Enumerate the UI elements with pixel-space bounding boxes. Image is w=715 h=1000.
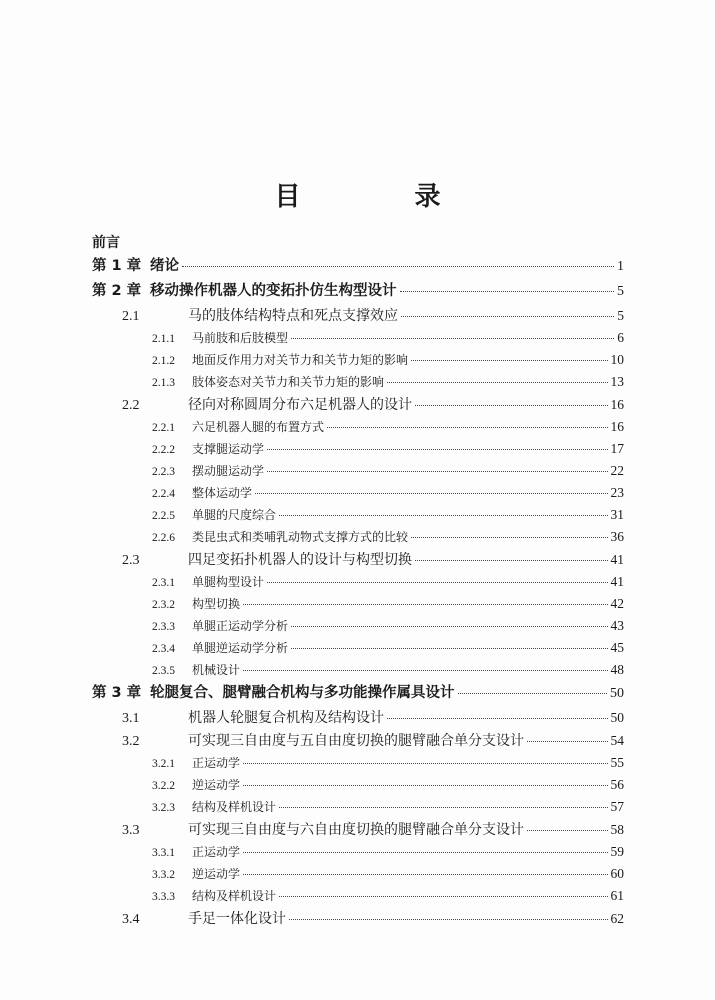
toc-entry-number: 3.2.2 (152, 780, 175, 792)
toc-dot-leader (401, 316, 614, 317)
toc-page-number: 36 (610, 529, 624, 544)
toc-entry-number: 2.2 (122, 398, 140, 413)
toc-dot-leader (289, 919, 608, 920)
toc-entry-number: 3.3 (122, 823, 140, 838)
toc-page-number: 45 (610, 640, 624, 655)
toc-entry-title: 支撑腿运动学 (192, 442, 265, 456)
toc-entry-title: 单腿的尺度综合 (192, 508, 277, 522)
toc-entry-title: 六足机器人腿的布置方式 (192, 420, 325, 434)
toc-page-number: 42 (610, 596, 624, 611)
toc-page-number: 16 (610, 419, 624, 434)
toc-entry-title: 机器人轮腿复合机构及结构设计 (188, 710, 384, 726)
toc-chapter-entry[interactable] (92, 681, 624, 706)
toc-entry-number: 3.3.2 (152, 869, 175, 881)
toc-dot-leader (243, 604, 607, 605)
toc-entry-number: 3.3.1 (152, 847, 175, 859)
toc-entry-number: 3.4 (122, 912, 140, 927)
toc-list (92, 254, 624, 930)
toc-page-number: 59 (610, 844, 624, 859)
toc-section-entry[interactable] (92, 729, 624, 752)
toc-dot-leader (279, 515, 607, 516)
toc-section-entry[interactable] (92, 304, 624, 327)
toc-entry-title: 正运动学 (192, 756, 241, 770)
toc-entry-number: 第 1 章 (92, 258, 142, 274)
toc-page-number: 41 (610, 574, 624, 589)
toc-subsection-entry[interactable] (92, 796, 624, 818)
toc-page-number: 58 (610, 822, 624, 837)
toc-dot-leader (243, 852, 607, 853)
toc-subsection-entry[interactable] (92, 774, 624, 796)
toc-entry-title: 构型切换 (192, 597, 241, 611)
toc-page-number: 5 (617, 284, 624, 299)
toc-entry-title: 径向对称圆周分布六足机器人的设计 (188, 397, 412, 413)
toc-dot-leader (387, 718, 608, 719)
toc-page-number: 13 (610, 374, 624, 389)
toc-section-entry[interactable] (92, 907, 624, 930)
toc-entry-number: 2.2.1 (152, 422, 175, 434)
toc-entry-number: 2.3.5 (152, 665, 175, 677)
toc-entry-title: 手足一体化设计 (188, 911, 286, 927)
toc-entry-number: 3.2 (122, 734, 140, 749)
toc-subsection-entry[interactable] (92, 438, 624, 460)
toc-entry-number: 第 2 章 (92, 283, 142, 299)
toc-page-number: 10 (610, 352, 624, 367)
toc-subsection-entry[interactable] (92, 885, 624, 907)
toc-page-number: 22 (610, 463, 624, 478)
toc-page-number: 54 (610, 733, 624, 748)
toc-dot-leader (291, 648, 607, 649)
toc-entry-title: 逆运动学 (192, 867, 241, 881)
toc-entry-title: 可实现三自由度与五自由度切换的腿臂融合单分支设计 (188, 733, 524, 749)
toc-entry-title: 正运动学 (192, 845, 241, 859)
toc-dot-leader (267, 449, 607, 450)
toc-entry-number: 2.1.1 (152, 333, 175, 345)
toc-dot-leader (415, 405, 608, 406)
toc-page-number: 41 (610, 552, 624, 567)
toc-page-number: 50 (610, 686, 624, 701)
toc-entry-title: 移动操作机器人的变拓扑仿生构型设计 (150, 283, 397, 299)
toc-dot-leader (291, 338, 614, 339)
toc-page-number: 48 (610, 662, 624, 677)
toc-entry-number: 2.3.1 (152, 577, 175, 589)
toc-page-number: 16 (610, 397, 624, 412)
toc-dot-leader (411, 537, 607, 538)
toc-subsection-entry[interactable] (92, 504, 624, 526)
toc-dot-leader (527, 741, 608, 742)
toc-entry-title: 单腿构型设计 (192, 575, 265, 589)
toc-dot-leader (415, 560, 608, 561)
toc-dot-leader (291, 626, 607, 627)
toc-dot-leader (279, 807, 607, 808)
toc-entry-title: 马的肢体结构特点和死点支撑效应 (188, 308, 398, 324)
toc-subsection-entry[interactable] (92, 752, 624, 774)
toc-entry-title: 机械设计 (192, 663, 241, 677)
toc-entry-title: 单腿正运动学分析 (192, 619, 289, 633)
toc-page-number: 23 (610, 485, 624, 500)
toc-entry-title: 四足变拓扑机器人的设计与构型切换 (188, 552, 412, 568)
toc-dot-leader (327, 427, 607, 428)
toc-subsection-entry[interactable] (92, 841, 624, 863)
toc-entry-number: 2.1 (122, 309, 140, 324)
toc-entry-title: 地面反作用力对关节力和关节力矩的影响 (192, 353, 409, 367)
toc-entry-title: 单腿逆运动学分析 (192, 641, 289, 655)
toc-page-number: 1 (617, 259, 624, 274)
page-title: 目 录 (274, 182, 485, 212)
toc-subsection-entry[interactable] (92, 593, 624, 615)
toc-entry-number: 2.2.2 (152, 444, 175, 456)
toc-entry-title: 可实现三自由度与六自由度切换的腿臂融合单分支设计 (188, 822, 524, 838)
toc-entry-number: 2.3 (122, 553, 140, 568)
toc-page-number: 31 (610, 507, 624, 522)
toc-entry-title: 摆动腿运动学 (192, 464, 265, 478)
toc-page-number: 60 (610, 866, 624, 881)
toc-subsection-entry[interactable] (92, 615, 624, 637)
toc-entry-number: 3.2.3 (152, 802, 175, 814)
toc-section-entry[interactable] (92, 706, 624, 729)
toc-entry-title: 结构及样机设计 (192, 889, 277, 903)
toc-page-number: 43 (610, 618, 624, 633)
toc-section-entry[interactable] (92, 393, 624, 416)
toc-page-number: 62 (610, 911, 624, 926)
toc-entry-title: 类昆虫式和类哺乳动物式支撑方式的比较 (192, 530, 409, 544)
toc-entry-number: 3.2.1 (152, 758, 175, 770)
toc-subsection-entry[interactable] (92, 526, 624, 548)
toc-dot-leader (267, 582, 607, 583)
toc-entry-number: 2.2.5 (152, 510, 175, 522)
toc-preface: 前言 (92, 235, 120, 251)
toc-page-number: 57 (610, 799, 624, 814)
toc-dot-leader (527, 830, 608, 831)
toc-entry-title: 马前肢和后肢模型 (192, 331, 289, 345)
toc-dot-leader (243, 670, 607, 671)
toc-entry-number: 2.2.6 (152, 532, 175, 544)
toc-section-entry[interactable] (92, 548, 624, 571)
toc-subsection-entry[interactable] (92, 637, 624, 659)
toc-subsection-entry[interactable] (92, 327, 624, 349)
toc-dot-leader (387, 382, 607, 383)
toc-page-number: 50 (610, 710, 624, 725)
toc-dot-leader (458, 693, 608, 694)
toc-dot-leader (411, 360, 607, 361)
toc-chapter-entry[interactable] (92, 279, 624, 304)
toc-entry-title: 整体运动学 (192, 486, 253, 500)
toc-chapter-entry[interactable] (92, 254, 624, 279)
toc-dot-leader (400, 291, 615, 292)
toc-subsection-entry[interactable] (92, 349, 624, 371)
toc-dot-leader (255, 493, 607, 494)
toc-section-entry[interactable] (92, 818, 624, 841)
toc-page-number: 61 (610, 888, 624, 903)
toc-entry-number: 2.2.4 (152, 488, 175, 500)
toc-subsection-entry[interactable] (92, 571, 624, 593)
toc-entry-number: 2.1.2 (152, 355, 175, 367)
toc-entry-title: 结构及样机设计 (192, 800, 277, 814)
toc-entry-number: 第 3 章 (92, 685, 142, 701)
toc-page-number: 56 (610, 777, 624, 792)
toc-subsection-entry[interactable] (92, 460, 624, 482)
toc-dot-leader (243, 785, 607, 786)
toc-page-number: 55 (610, 755, 624, 770)
toc-dot-leader (243, 763, 607, 764)
toc-entry-number: 3.1 (122, 711, 140, 726)
toc-subsection-entry[interactable] (92, 863, 624, 885)
toc-entry-number: 2.3.2 (152, 599, 175, 611)
toc-subsection-entry[interactable] (92, 482, 624, 504)
toc-dot-leader (267, 471, 607, 472)
toc-page-number: 5 (617, 308, 624, 323)
toc-entry-number: 2.2.3 (152, 466, 175, 478)
toc-entry-number: 3.3.3 (152, 891, 175, 903)
toc-entry-title: 轮腿复合、腿臂融合机构与多功能操作属具设计 (150, 685, 455, 701)
toc-page-number: 6 (617, 330, 624, 345)
toc-dot-leader (243, 874, 607, 875)
toc-entry-title: 绪论 (150, 258, 179, 274)
toc-entry-number: 2.1.3 (152, 377, 175, 389)
toc-entry-title: 肢体姿态对关节力和关节力矩的影响 (192, 375, 385, 389)
toc-dot-leader (182, 266, 614, 267)
toc-subsection-entry[interactable] (92, 416, 624, 438)
toc-entry-number: 2.3.3 (152, 621, 175, 633)
toc-subsection-entry[interactable] (92, 371, 624, 393)
toc-dot-leader (279, 896, 607, 897)
toc-page-number: 17 (610, 441, 624, 456)
toc-subsection-entry[interactable] (92, 659, 624, 681)
toc-entry-number: 2.3.4 (152, 643, 175, 655)
toc-entry-title: 逆运动学 (192, 778, 241, 792)
table-of-contents (92, 232, 624, 930)
